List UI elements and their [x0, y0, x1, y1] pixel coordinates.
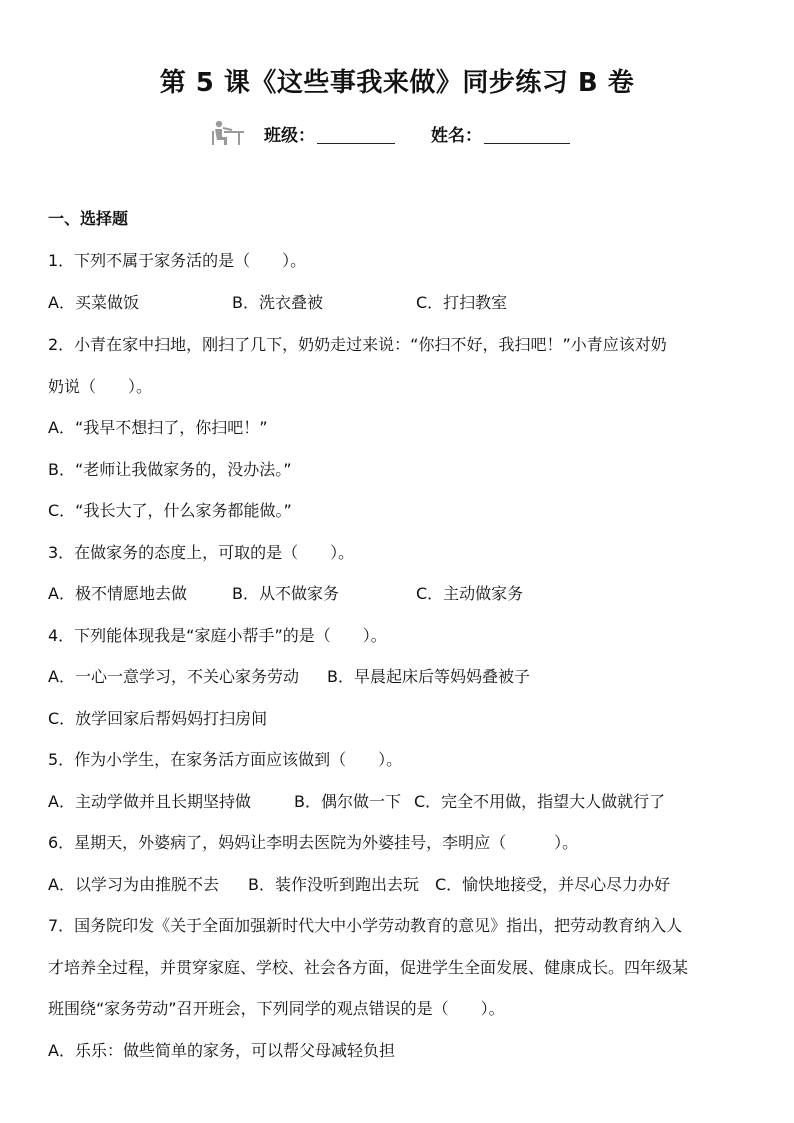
question-1: 1．下列不属于家务活的是（ ）。: [48, 251, 307, 270]
question-4: 4．下列能体现我是“家庭小帮手”的是（ ）。: [48, 626, 387, 645]
option-a[interactable]: A．以学习为由推脱不去: [48, 875, 219, 894]
question-3: 3．在做家务的态度上，可取的是（ ）。: [48, 543, 355, 562]
name-label: 姓名：: [431, 125, 482, 146]
option-a[interactable]: A．极不情愿地去做: [48, 584, 187, 603]
option-c[interactable]: C．打扫教室: [416, 293, 508, 312]
name-blank[interactable]: [484, 123, 570, 144]
option-a[interactable]: A．买菜做饭: [48, 293, 139, 312]
option-c[interactable]: C．愉快地接受，并尽心尽力办好: [435, 875, 671, 894]
question-7-line-3: 班围绕“家务劳动”召开班会，下列同学的观点错误的是（ ）。: [48, 999, 505, 1018]
option-b[interactable]: B．洗衣叠被: [232, 293, 323, 312]
question-6: 6．星期天，外婆病了，妈妈让李明去医院为外婆挂号，李明应（ ）。: [48, 833, 579, 852]
option-a[interactable]: A．乐乐：做些简单的家务，可以帮父母减轻负担: [48, 1041, 395, 1060]
question-5-options: [48, 789, 665, 812]
student-desk-icon: [210, 119, 246, 147]
question-6-options: [48, 872, 670, 895]
question-7-line-2: 才培养全过程，并贯穿家庭、学校、社会各方面，促进学生全面发展、健康成长。四年级某: [48, 958, 689, 977]
question-4-options-row: [48, 664, 530, 687]
option-a[interactable]: A．“我早不想扫了，你扫吧！”: [48, 418, 268, 437]
option-b[interactable]: B．“老师让我做家务的，没办法。”: [48, 460, 292, 479]
option-a[interactable]: A．主动学做并且长期坚持做: [48, 792, 251, 811]
question-5: 5．作为小学生，在家务活方面应该做到（ ）。: [48, 750, 403, 769]
option-c[interactable]: C．完全不用做，指望大人做就行了: [414, 792, 666, 811]
option-b[interactable]: B．偶尔做一下: [294, 792, 401, 811]
section-title: 一、选择题: [48, 209, 129, 228]
question-7-line-1: 7．国务院印发《关于全面加强新时代大中小学劳动教育的意见》指出，把劳动教育纳入人: [48, 916, 683, 935]
question-1-options: [48, 290, 507, 313]
class-label: 班级：: [264, 125, 315, 146]
page-title: 第 5 课《这些事我来做》同步练习 B 卷: [159, 68, 635, 98]
option-c[interactable]: C．“我长大了，什么家务都能做。”: [48, 501, 292, 520]
option-c[interactable]: C．放学回家后帮妈妈打扫房间: [48, 709, 268, 728]
student-info-row: [210, 118, 570, 148]
question-3-options: [48, 581, 523, 604]
question-2-line-2: 奶说（ ）。: [48, 377, 153, 396]
option-b[interactable]: B．早晨起床后等妈妈叠被子: [327, 667, 530, 686]
class-blank[interactable]: [317, 123, 395, 144]
question-2-line-1: 2．小青在家中扫地，刚扫了几下，奶奶走过来说：“你扫不好，我扫吧！”小青应该对奶: [48, 335, 667, 354]
option-a[interactable]: A．一心一意学习，不关心家务劳动: [48, 667, 299, 686]
option-b[interactable]: B．装作没听到跑出去玩: [248, 875, 419, 894]
option-c[interactable]: C．主动做家务: [416, 584, 524, 603]
option-b[interactable]: B．从不做家务: [232, 584, 339, 603]
